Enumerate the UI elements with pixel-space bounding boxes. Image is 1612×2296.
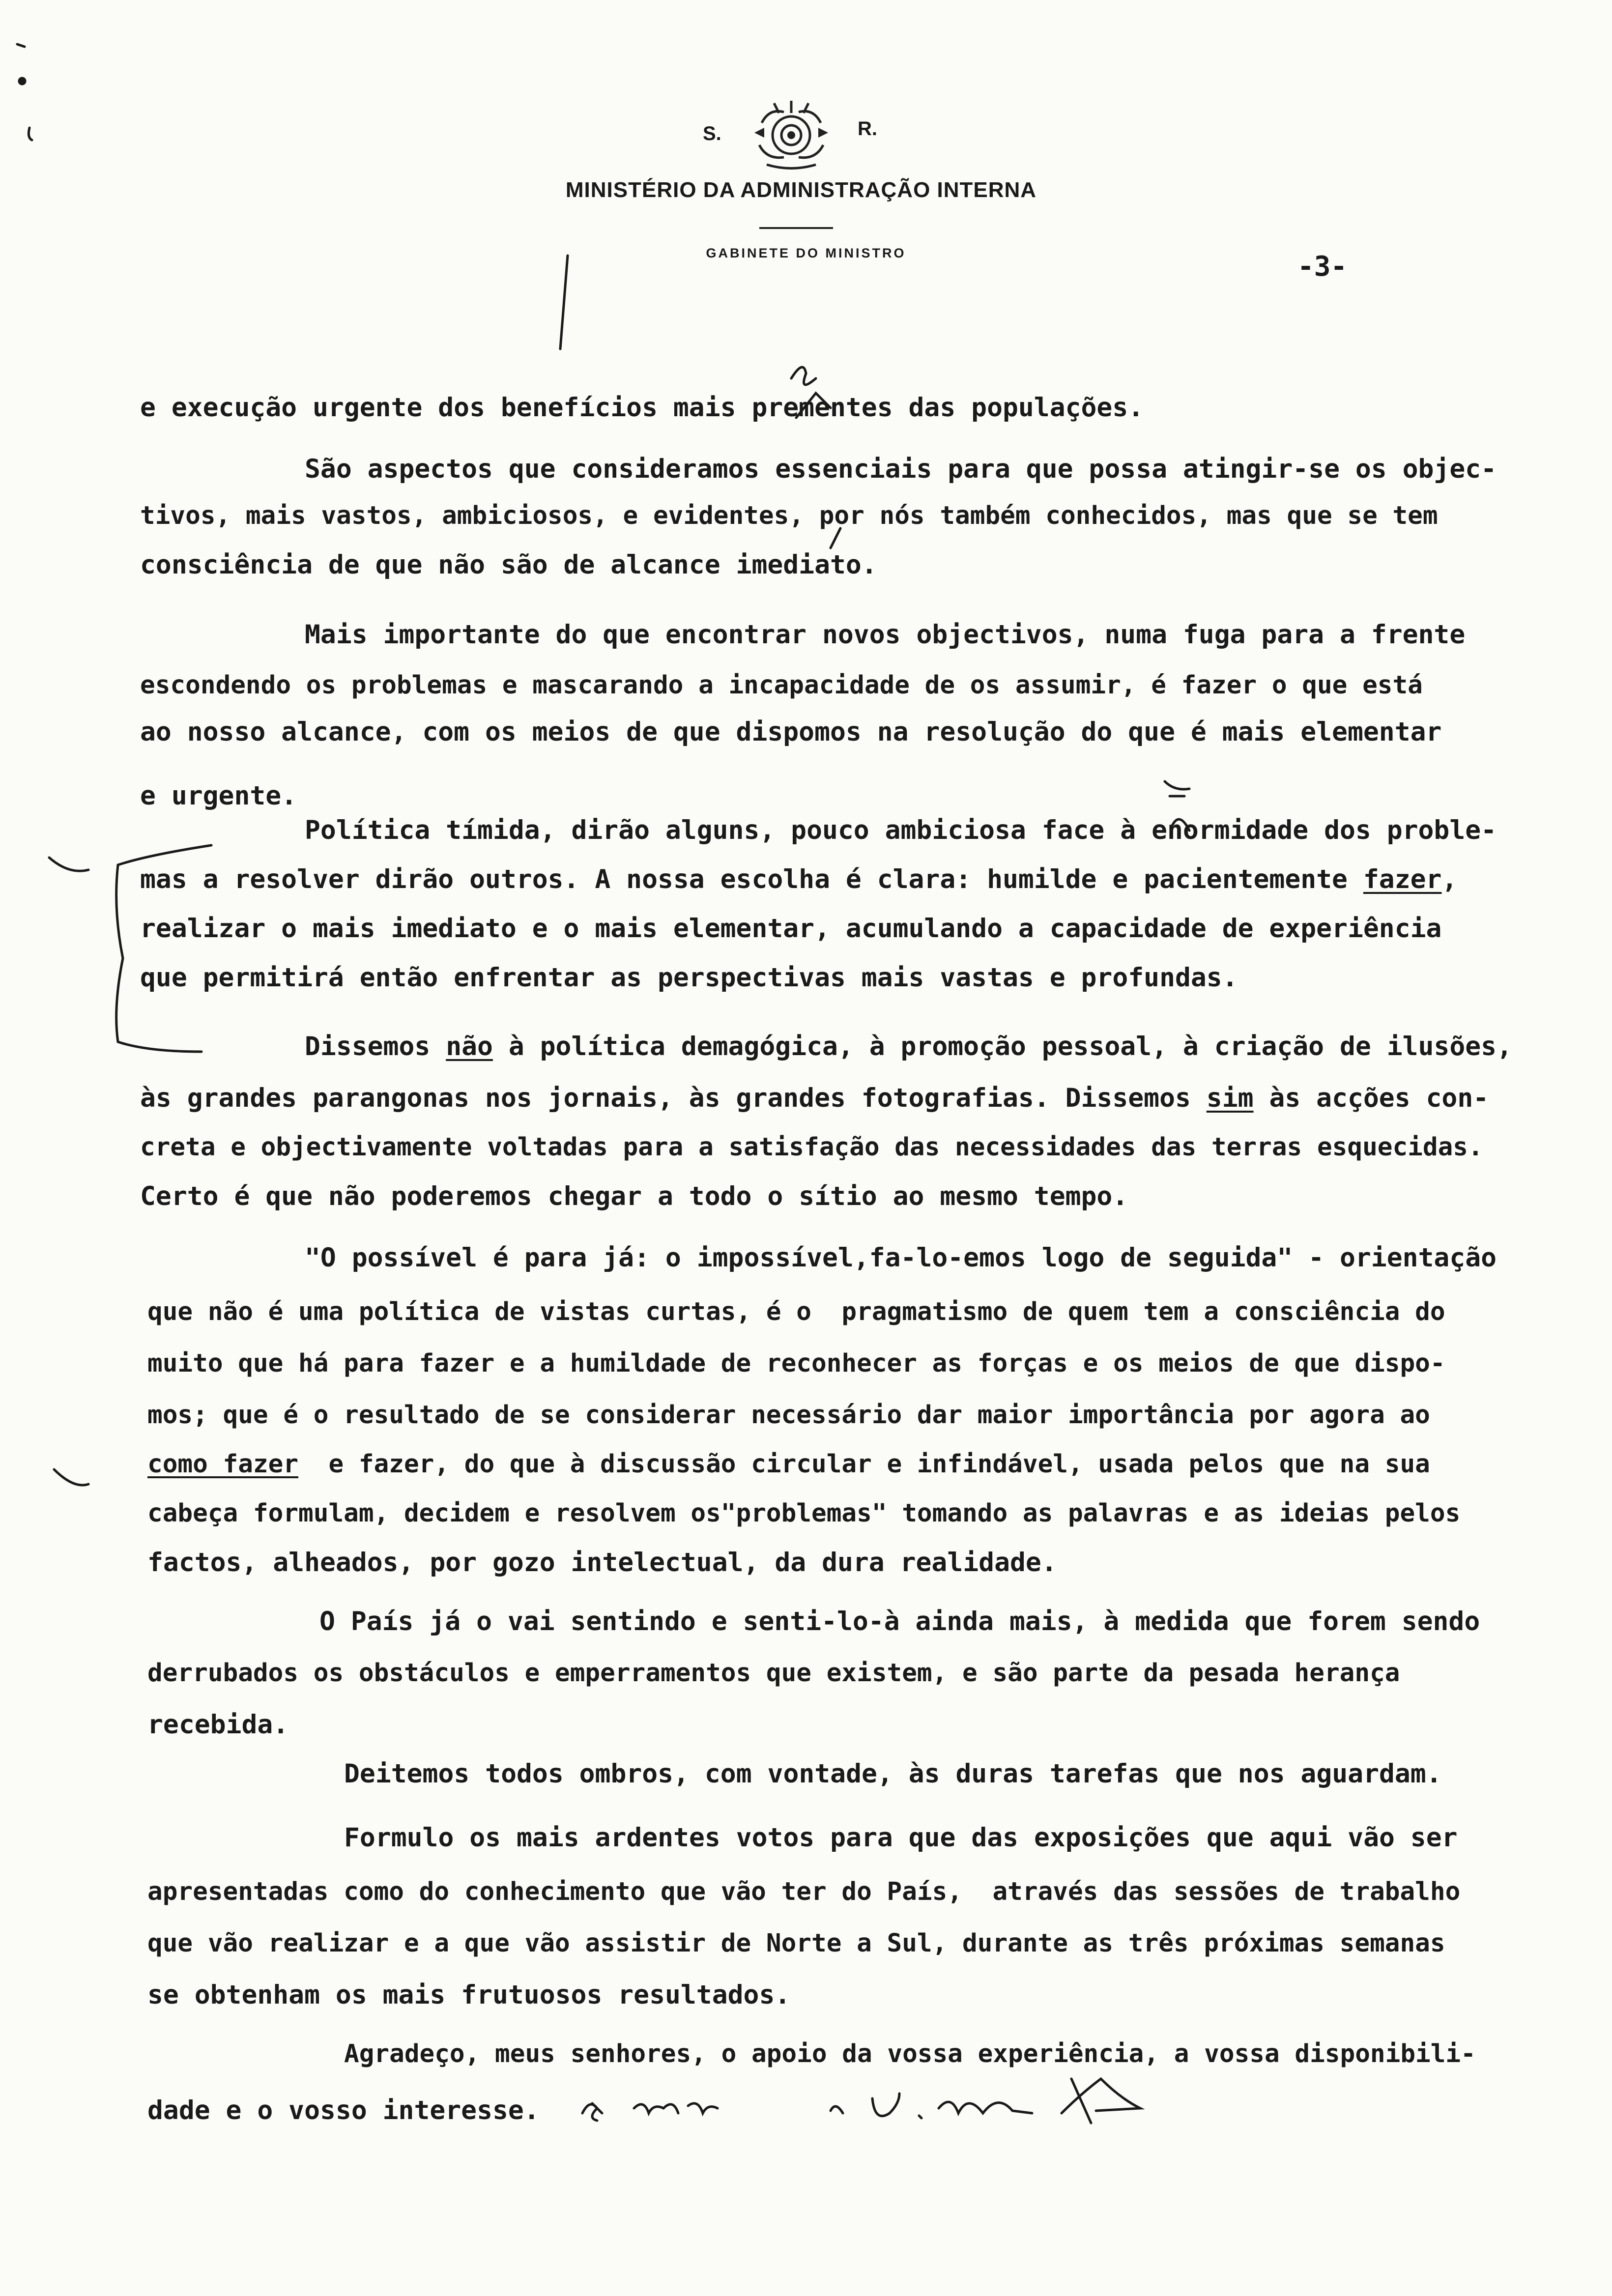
- text-line: escondendo os problemas e mascarando a incapacidade de os assumir, é fazer o que está: [140, 671, 1423, 700]
- letterhead: [0, 98, 1612, 260]
- text-line: Certo é que não poderemos chegar a todo o sítio ao mesmo tempo.: [140, 1181, 1128, 1211]
- text-line: ao nosso alcance, com os meios de que dispomos na resolução do que é mais elementar: [140, 717, 1442, 747]
- text-line: factos, alheados, por gozo intelectual, da dura realidade.: [147, 1548, 1057, 1578]
- text-line: São aspectos que consideramos essenciais para que possa atingir-se os objec-: [305, 454, 1497, 484]
- underlined-word: não: [446, 1032, 493, 1062]
- cabinet-subtitle: GABINETE DO MINISTRO: [706, 246, 906, 260]
- text-line: Política tímida, dirão alguns, pouco ambiciosa face à enormidade dos proble-: [305, 815, 1497, 845]
- page-number: -3-: [1297, 251, 1348, 283]
- underlined-word: sim: [1206, 1083, 1254, 1113]
- text-line: Formulo os mais ardentes votos para que das exposições que aqui vão ser: [344, 1823, 1458, 1853]
- text-line: consciência de que não são de alcance imediato.: [140, 550, 877, 580]
- header-rule: [759, 227, 833, 229]
- text-line: mos; que é o resultado de se considerar necessário dar maior importância por agora ao: [147, 1401, 1430, 1430]
- text-line: mas a resolver dirão outros. A nossa escolha é clara: humilde e pacientemente fazer,: [140, 864, 1458, 894]
- text-line: apresentadas como do conhecimento que vão ter do País, através das sessões de trabalho: [147, 1877, 1461, 1906]
- text-line: que vão realizar e a que vão assistir de Norte a Sul, durante as três próximas semanas: [147, 1929, 1445, 1958]
- text-line: recebida.: [147, 1710, 289, 1740]
- text-line: creta e objectivamente voltadas para a satisfação das necessidades das terras esquecidas.: [140, 1133, 1483, 1162]
- letterhead-left-letter: S.: [703, 123, 721, 144]
- underlined-word: fazer: [1363, 864, 1442, 894]
- text-line: às grandes parangonas nos jornais, às grandes fotografias. Dissemos sim às acções con-: [140, 1083, 1489, 1113]
- text-line: O País já o vai sentindo e senti-lo-à ainda mais, à medida que forem sendo: [319, 1607, 1480, 1636]
- text-line: Agradeço, meus senhores, o apoio da vossa experiência, a vossa disponibili-: [344, 2039, 1476, 2068]
- text-line: muito que há para fazer e a humildade de reconhecer as forças e os meios de que dispo-: [147, 1349, 1445, 1378]
- text-line: "O possível é para já: o impossível,fa-lo-emos logo de seguida" - orientação: [305, 1243, 1497, 1273]
- ministry-title: MINISTÉRIO DA ADMINISTRAÇÃO INTERNA: [565, 178, 1037, 202]
- underlined-phrase: como fazer: [147, 1450, 299, 1479]
- text-line: e execução urgente dos benefícios mais prementes das populações.: [140, 393, 1144, 423]
- text-line: cabeça formulam, decidem e resolvem os"problemas" tomando as palavras e as ideias pelos: [147, 1499, 1461, 1528]
- text-line: que não é uma política de vistas curtas, é o pragmatismo de quem tem a consciência do: [147, 1297, 1445, 1326]
- text-line: realizar o mais imediato e o mais elementar, acumulando a capacidade de experiência: [140, 914, 1442, 944]
- letterhead-right-letter: R.: [858, 118, 877, 140]
- text-line: Dissemos não à política demagógica, à promoção pessoal, à criação de ilusões,: [305, 1032, 1512, 1062]
- text-line: e urgente.: [140, 781, 297, 811]
- coat-of-arms-icon: [740, 98, 843, 172]
- text-line: Deitemos todos ombros, com vontade, às duras tarefas que nos aguardam.: [344, 1759, 1442, 1789]
- text-line: dade e o vosso interesse.: [147, 2095, 540, 2125]
- text-line: que permitirá então enfrentar as perspectivas mais vastas e profundas.: [140, 963, 1238, 993]
- text-line: como fazer e fazer, do que à discussão circular e infindável, usada pelos que na sua: [147, 1450, 1430, 1479]
- text-line: tivos, mais vastos, ambiciosos, e evidentes, por nós também conhecidos, mas que se tem: [140, 501, 1438, 530]
- text-line: derrubados os obstáculos e emperramentos que existem, e são parte da pesada herança: [147, 1659, 1400, 1688]
- text-line: Mais importante do que encontrar novos objectivos, numa fuga para a frente: [305, 620, 1466, 650]
- text-line: se obtenham os mais frutuosos resultados.: [147, 1980, 791, 2010]
